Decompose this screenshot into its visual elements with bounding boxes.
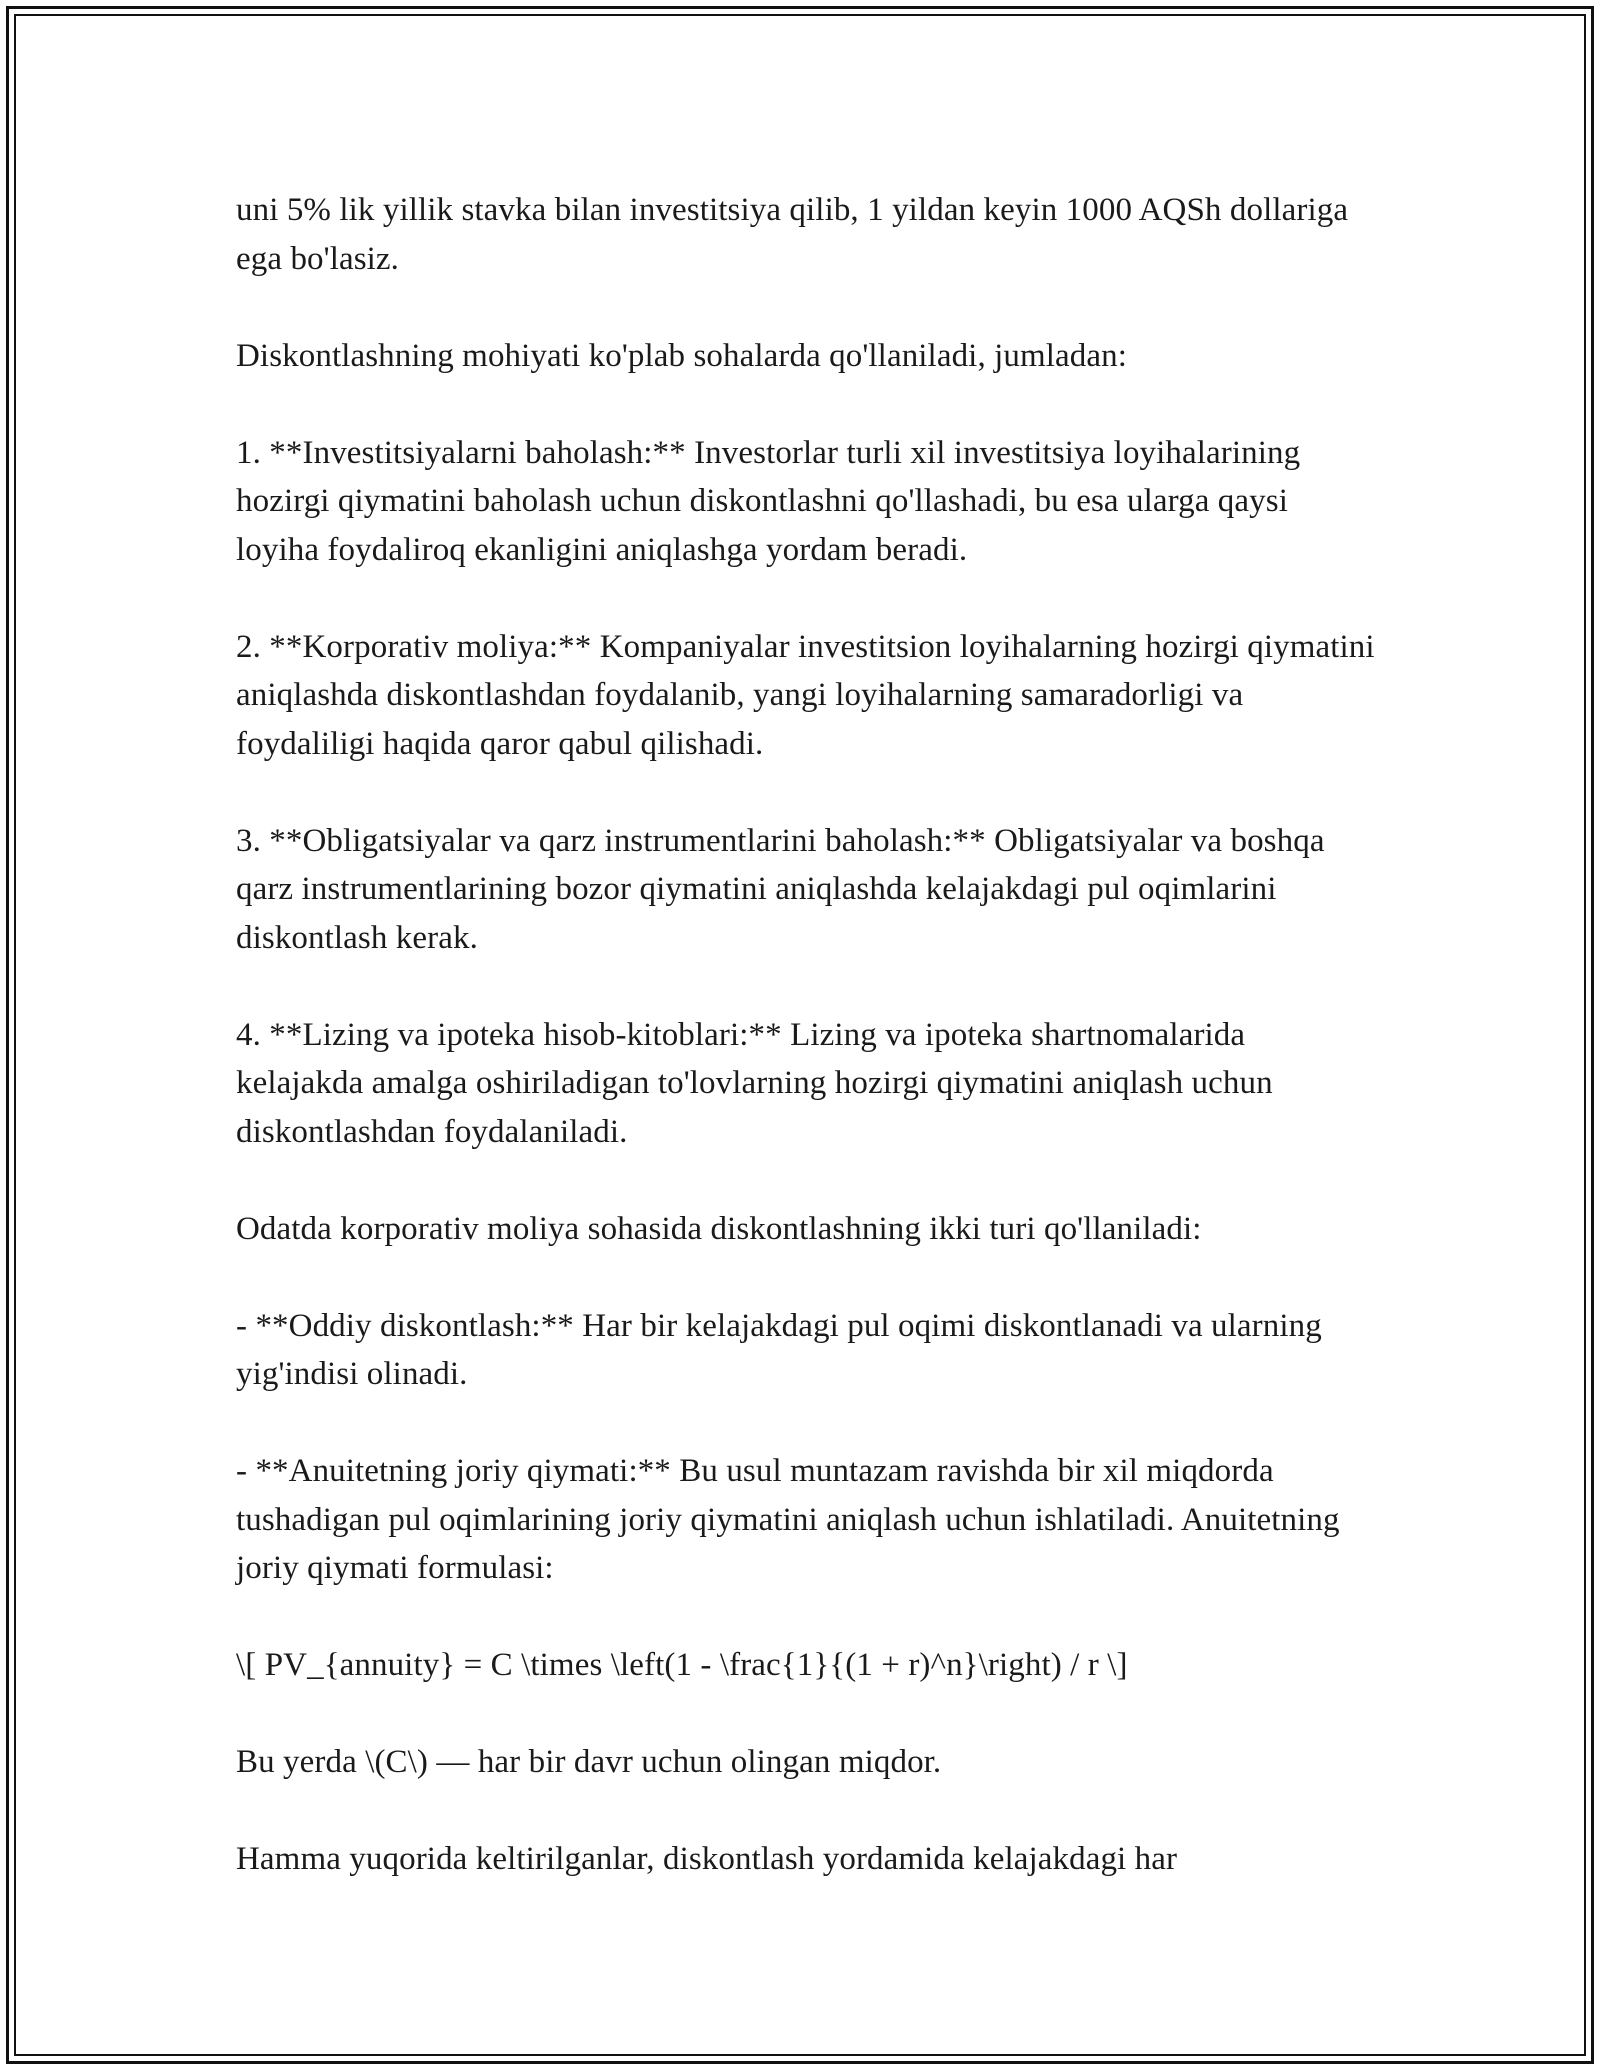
list-item-corporate-finance: 2. **Korporativ moliya:** Kompaniyalar investitsion loyihalarning hozirgi qiymatini aniqlashda diskontlashdan foydalanib, yangi loyihalarning samaradorligi va foydaliligi haqida qaror qabul qilishadi. bbox=[236, 628, 1375, 762]
paragraph-intro-continuation: uni 5% lik yillik stavka bilan investitsiya qilib, 1 yildan keyin 1000 AQSh dollariga ega bo'lasiz. bbox=[236, 192, 1349, 277]
list-item-leasing-mortgage: 4. **Lizing va ipoteka hisob-kitoblari:** Lizing va ipoteka shartnomalarida kelajakda amalga oshiriladigan to'lovlarning hozirgi qiymatini aniqlash uchun diskontlashdan foydalaniladi. bbox=[236, 1016, 1273, 1150]
paragraph-discounting-types-intro: Odatda korporativ moliya sohasida diskontlashning ikki turi qo'llaniladi: bbox=[236, 1210, 1202, 1247]
document-body bbox=[236, 186, 1376, 1884]
paragraph-conclusion-start: Hamma yuqorida keltirilganlar, diskontlash yordamida kelajakdagi har bbox=[236, 1841, 1178, 1877]
formula-annuity-pv: \[ PV_{annuity} = C \times \left(1 - \frac{1}{(1 + r)^n}\right) / r \] bbox=[236, 1647, 1128, 1683]
paragraph-applications-intro: Diskontlashning mohiyati ko'plab sohalarda qo'llaniladi, jumladan: bbox=[236, 337, 1128, 374]
paragraph-formula-explanation: Bu yerda \(C\) — har bir davr uchun olingan miqdor. bbox=[236, 1744, 942, 1780]
bullet-simple-discounting: - **Oddiy diskontlash:** Har bir kelajakdagi pul oqimi diskontlanadi va ularning yig'indisi olinadi. bbox=[236, 1307, 1322, 1392]
list-item-investment-valuation: 1. **Investitsiyalarni baholash:** Investorlar turli xil investitsiya loyihalarining hozirgi qiymatini baholash uchun diskontlashni qo'llashadi, bu esa ularga qaysi loyiha foydaliroq ekanligini aniqlashga yordam beradi. bbox=[236, 434, 1301, 568]
list-item-bond-valuation: 3. **Obligatsiyalar va qarz instrumentlarini baholash:** Obligatsiyalar va boshqa qarz instrumentlarining bozor qiymatini aniqlashda kelajakdagi pul oqimlarini diskontlash kerak. bbox=[236, 822, 1325, 956]
bullet-annuity-present-value: - **Anuitetning joriy qiymati:** Bu usul muntazam ravishda bir xil miqdorda tushadigan pul oqimlarining joriy qiymatini aniqlash uchun ishlatiladi. Anuitetning joriy qiymati formulasi: bbox=[236, 1453, 1340, 1586]
